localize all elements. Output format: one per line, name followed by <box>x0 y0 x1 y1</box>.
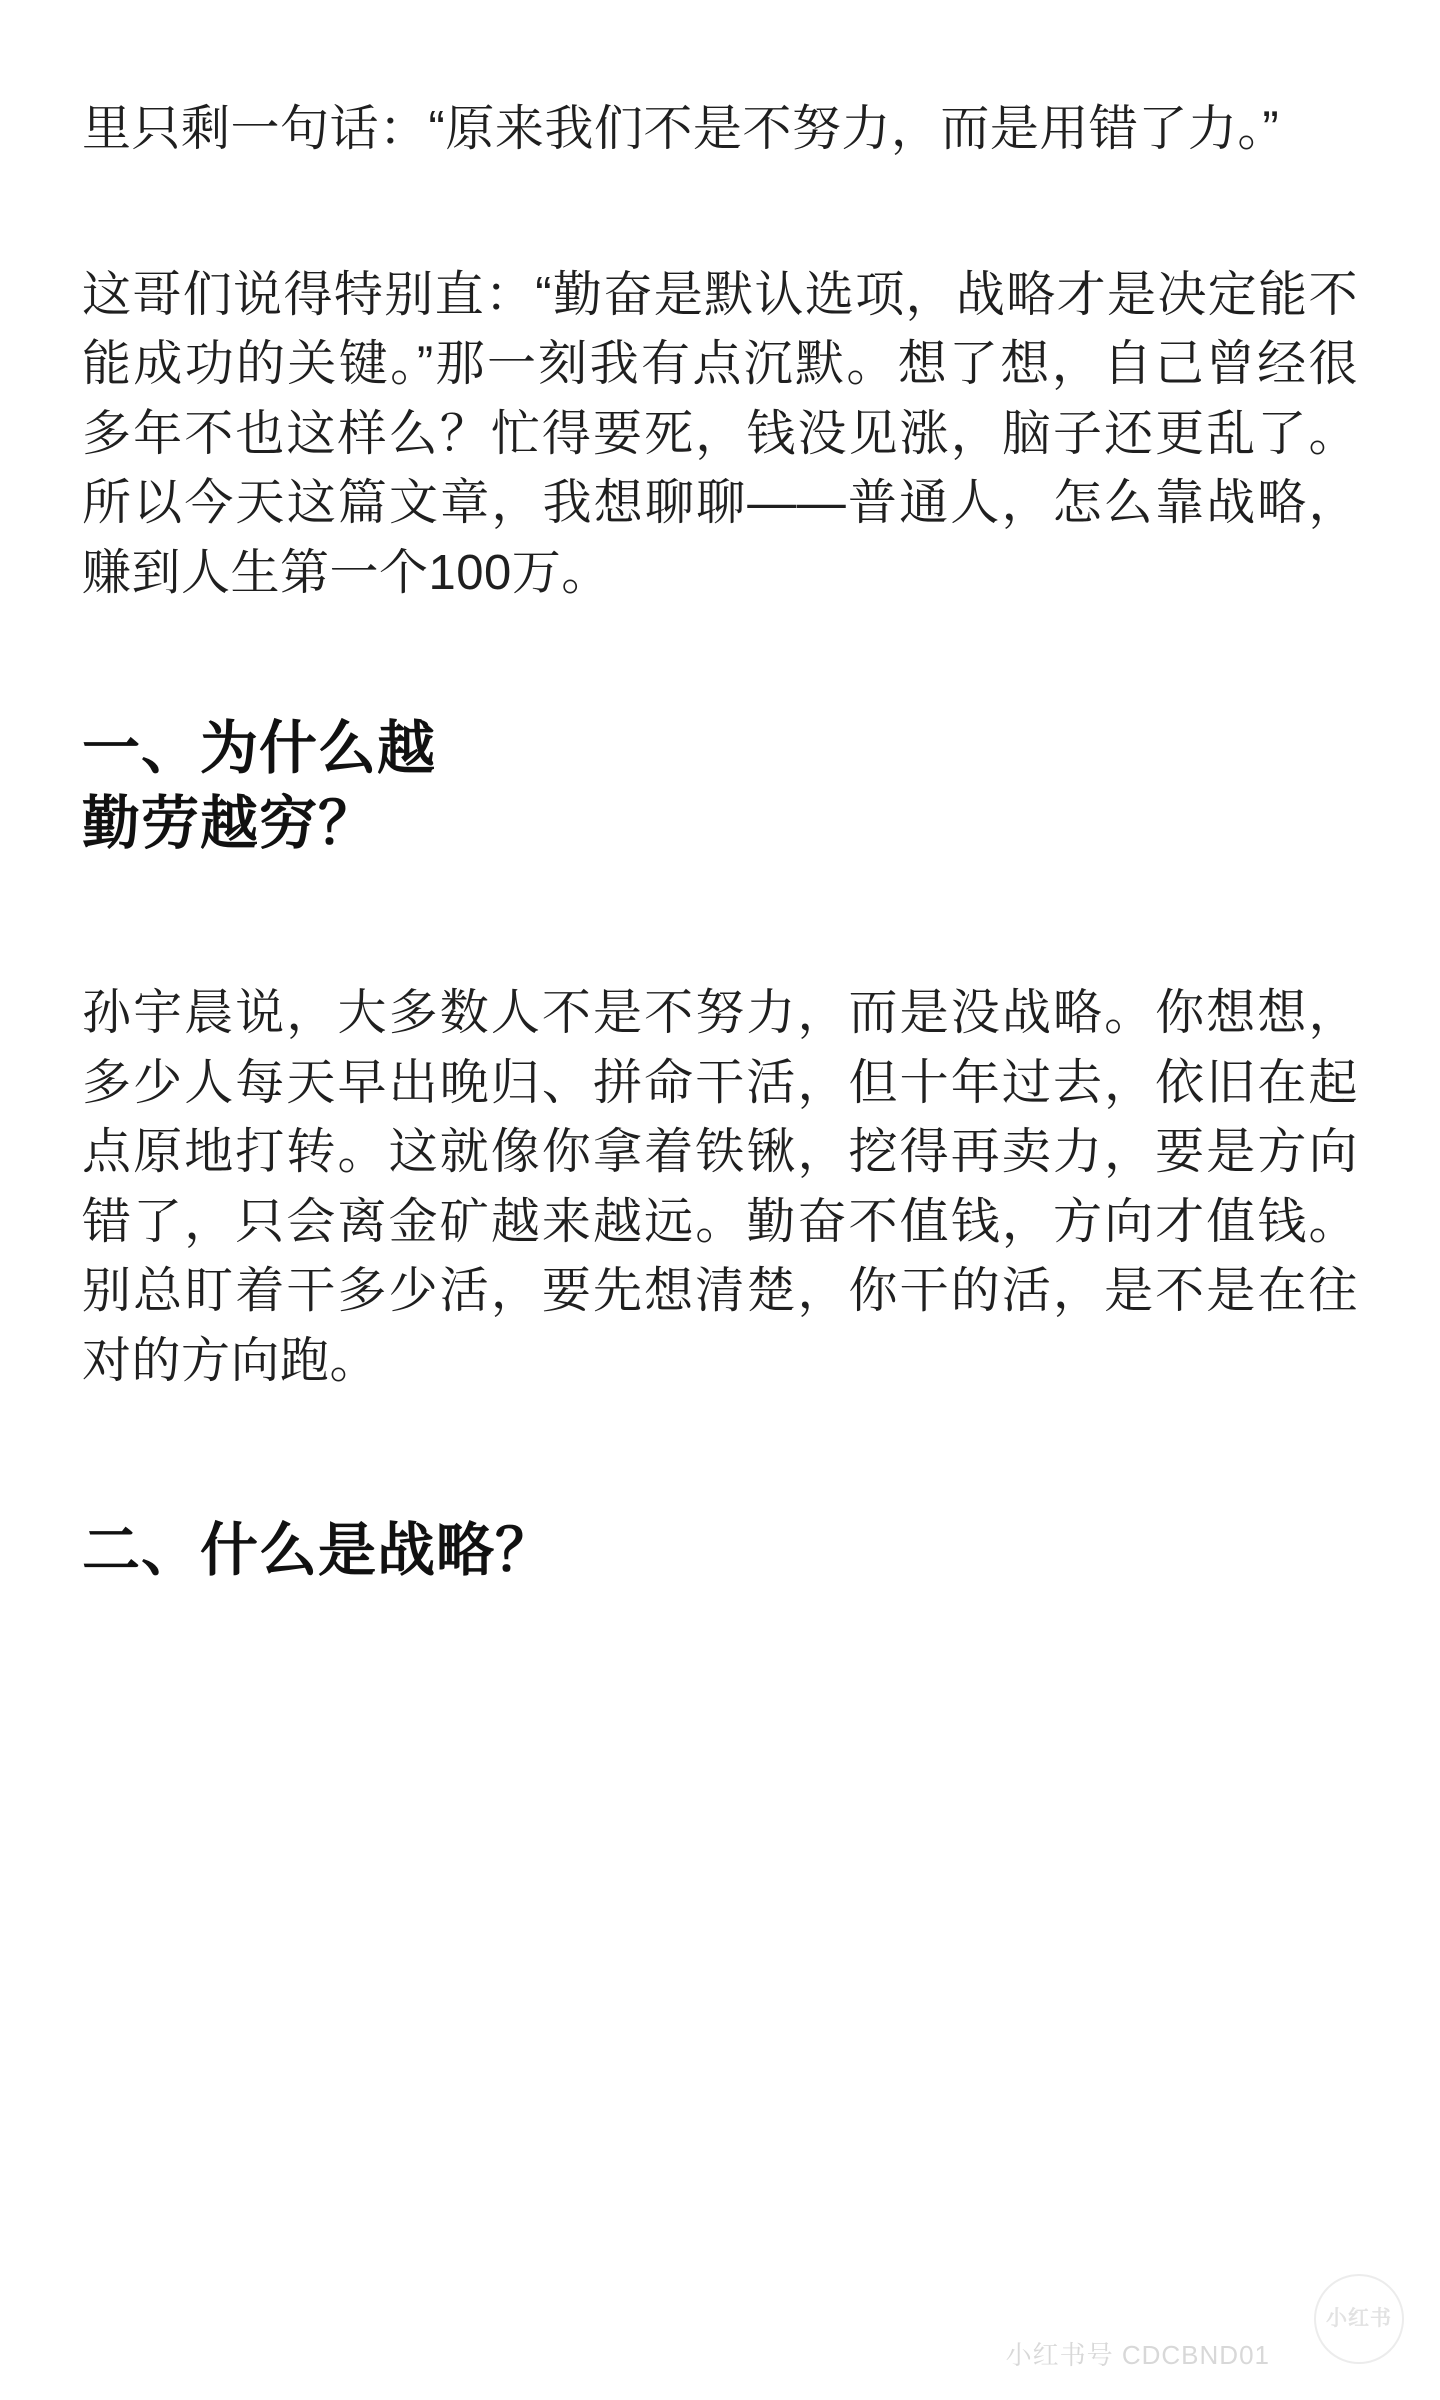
paragraph-intro: 这哥们说得特别直：“勤奋是默认选项，战略才是决定能不能成功的关键。”那一刻我有点沉默。想了想，自己曾经很多年不也这样么？忙得要死，钱没见涨，脑子还更乱了。所以今天这篇文章，我想聊聊——普通人，怎么靠战略，赚到人生第一个100万。 <box>82 267 1358 600</box>
section-heading-one <box>82 712 1358 860</box>
section-heading-two: 二、什么是战略？ <box>82 1518 555 1584</box>
section-heading-one-line1: 一、为什么越 <box>82 716 437 782</box>
watermark-account-text: 小红书号 CDCBND01 <box>1005 2340 1270 2370</box>
spacer <box>82 1396 1358 1514</box>
section-one-body: 孙宇晨说，大多数人不是不努力，而是没战略。你想想，多少人每天早出晚归、拼命干活，但十年过去，依旧在起点原地打转。这就像你拿着铁锹，挖得再卖力，要是方向错了，只会离金矿越来越远。勤奋不值钱，方向才值钱。别总盯着干多少活，要先想清楚，你干的活，是不是在往对的方向跑。 <box>82 985 1358 1388</box>
spacer <box>82 861 1358 979</box>
spacer <box>82 608 1358 712</box>
xiaohongshu-logo-icon: 小红书 <box>1314 2274 1404 2364</box>
paragraph-quote: 里只剩一句话：“原来我们不是不努力，而是用错了力。” <box>82 102 1280 156</box>
section-heading-one-line2: 勤劳越穷？ <box>82 790 378 856</box>
spacer <box>82 165 1358 261</box>
